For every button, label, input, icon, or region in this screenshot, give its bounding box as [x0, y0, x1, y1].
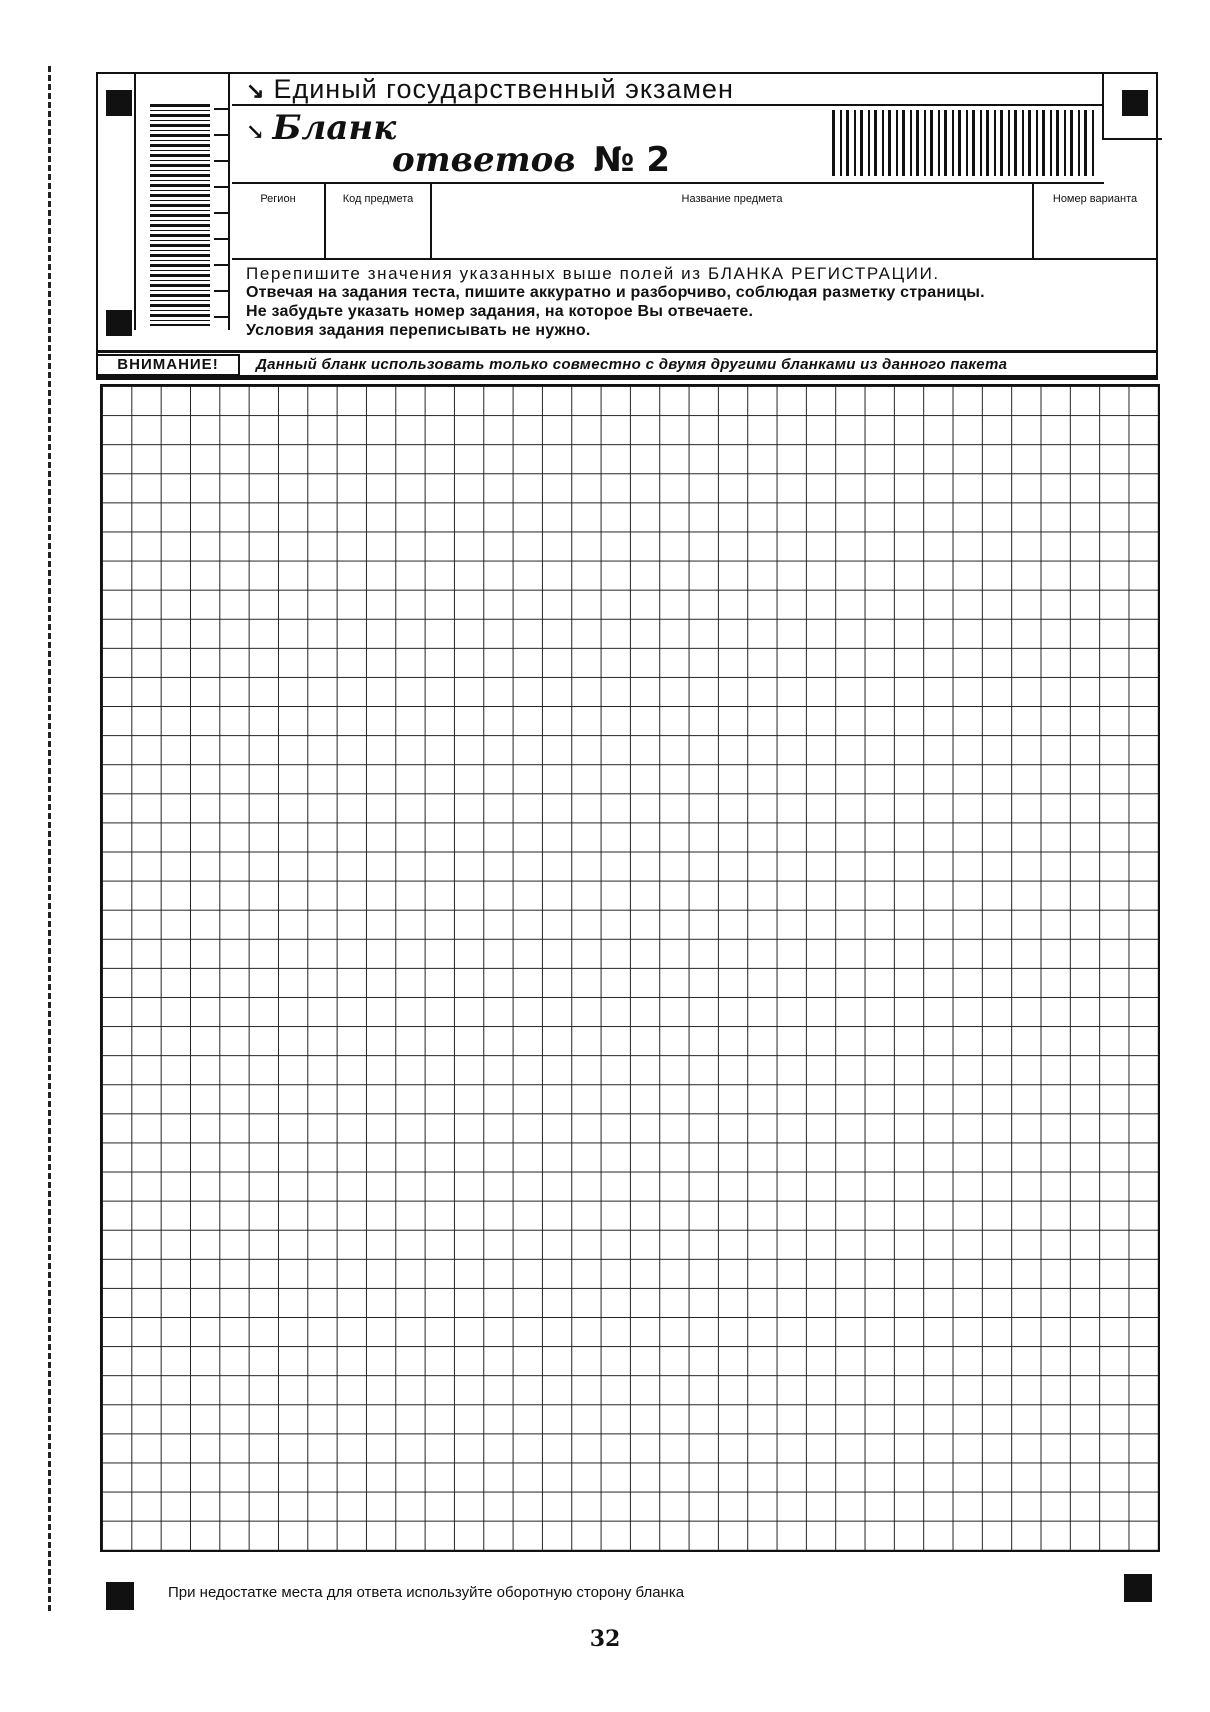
- barcode-tick: [214, 160, 228, 162]
- instruction-line: Не забудьте указать номер задания, на которое Вы отвечаете.: [246, 303, 754, 320]
- instruction-line: Отвечая на задания теста, пишите аккуратно и разборчиво, соблюдая разметку страницы.: [246, 284, 985, 301]
- barcode-tick: [214, 238, 228, 240]
- alignment-marker-top-left: [106, 90, 132, 116]
- attention-label: ВНИМАНИЕ!: [96, 354, 240, 376]
- form-title-line2: ответов № 2: [392, 140, 671, 180]
- footer-note: При недостатке места для ответа используйте оборотную сторону бланка: [168, 1584, 685, 1601]
- attention-row: [96, 350, 1158, 378]
- alignment-marker-top-right: [1122, 90, 1148, 116]
- barcode-tick: [214, 186, 228, 188]
- divider: [232, 104, 1104, 106]
- instruction-line: Условия задания переписывать не нужно.: [246, 322, 591, 339]
- instruction-line: Перепишите значения указанных выше полей из БЛАНКА РЕГИСТРАЦИИ.: [246, 264, 940, 283]
- form-number: № 2: [593, 140, 671, 180]
- subject-name-field[interactable]: Название предмета: [681, 193, 783, 205]
- barcode-bars: [150, 104, 210, 326]
- subject-code-field[interactable]: Код предмета: [326, 184, 432, 258]
- cut-line: [48, 66, 51, 1611]
- vertical-barcode: [134, 74, 230, 330]
- barcode-tick: [214, 264, 228, 266]
- barcode-tick: [214, 134, 228, 136]
- barcode-tick: [214, 212, 228, 214]
- region-field[interactable]: Регион: [232, 184, 326, 258]
- variant-number-field[interactable]: Номер варианта: [1032, 184, 1158, 258]
- arrow-icon: ↘: [246, 78, 266, 103]
- form-header: [96, 72, 1158, 380]
- alignment-marker-mid-left: [106, 310, 132, 336]
- alignment-marker-bottom-left: [106, 1582, 134, 1610]
- fields-row: [232, 184, 1158, 260]
- answer-grid[interactable]: [100, 384, 1160, 1552]
- barcode-tick: [214, 108, 228, 110]
- attention-text: Данный бланк использовать только совместно с двумя другими бланками из данного пакета: [256, 356, 1008, 373]
- form-title-line1: ↘ Бланк: [246, 108, 397, 148]
- arrow-icon: ↘: [246, 119, 265, 145]
- barcode-tick: [214, 290, 228, 292]
- exam-title: ↘ Единый государственный экзамен: [246, 74, 734, 104]
- title-block: [232, 74, 1104, 184]
- page-number: 32: [589, 1626, 621, 1652]
- horizontal-barcode: [832, 110, 1094, 176]
- alignment-marker-bottom-right: [1124, 1574, 1152, 1602]
- barcode-tick: [214, 316, 228, 318]
